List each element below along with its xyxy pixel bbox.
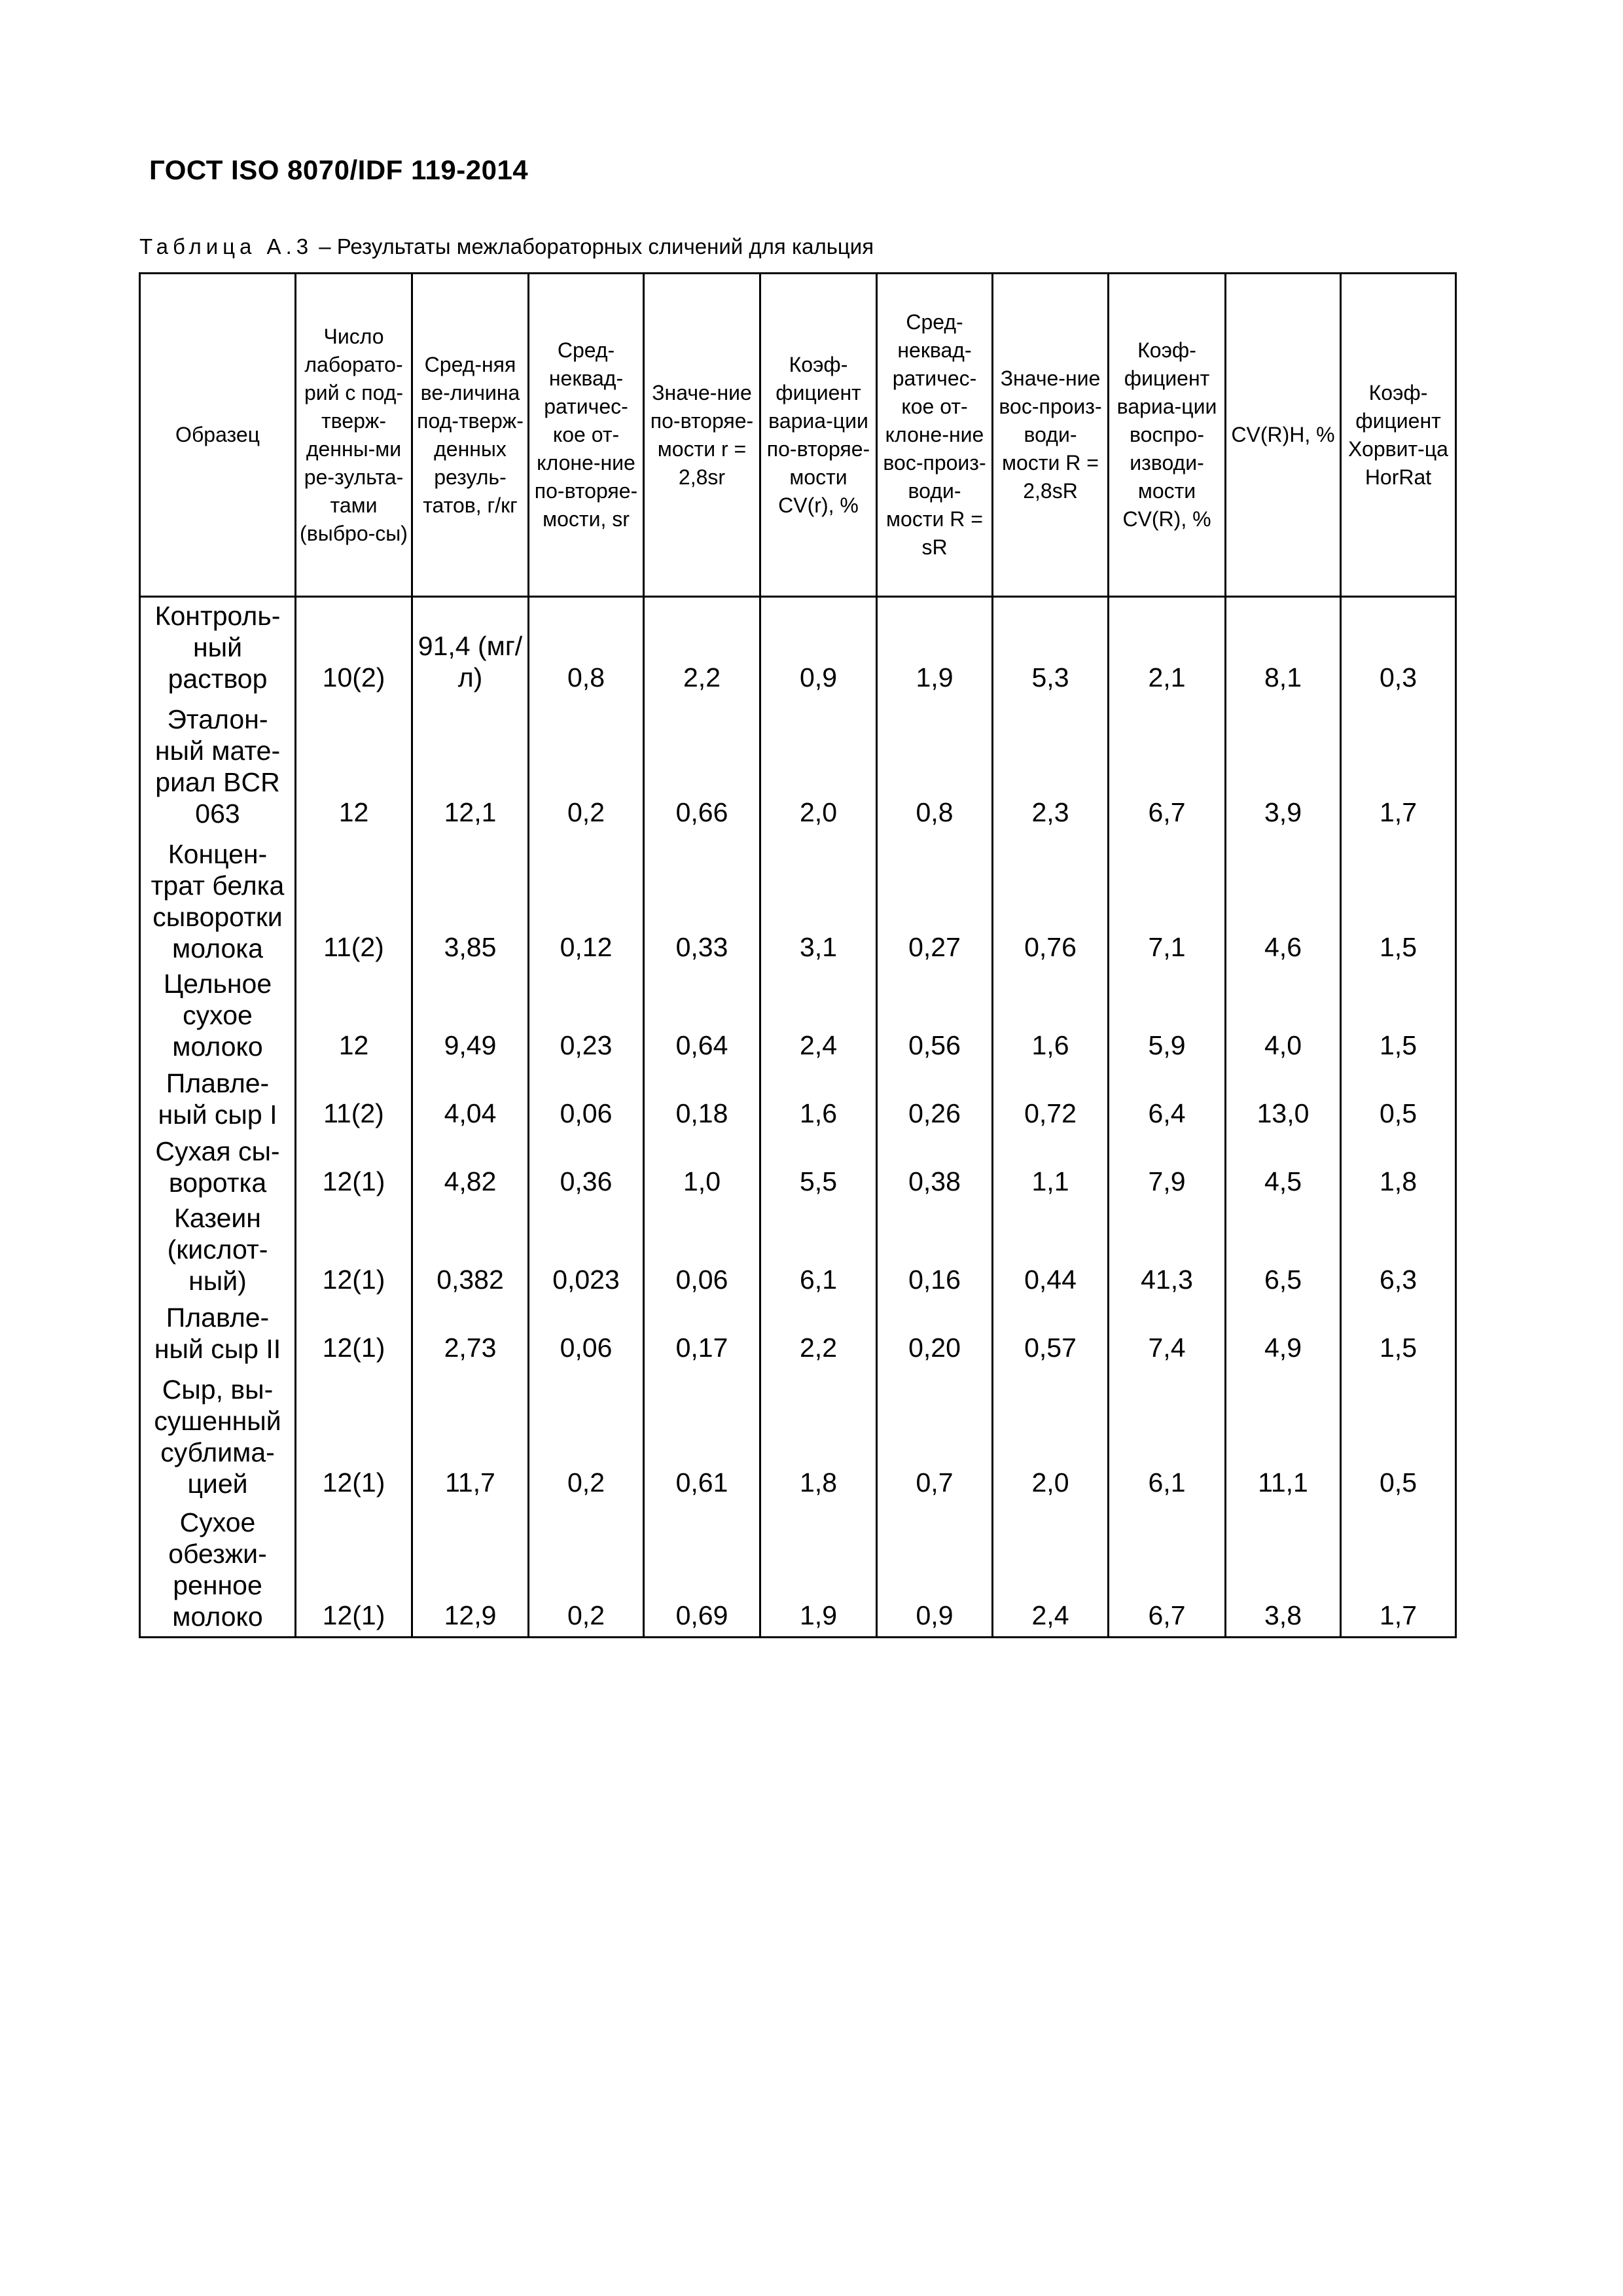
reproducibility-sd-cell: 0,8 [877,698,993,833]
reproducibility-limit-cell: 5,3 [993,597,1109,699]
horrat-cell: 0,5 [1341,1369,1456,1503]
table-row [140,968,1456,1066]
header-mean-value: Сред-няя ве-личина под-тверж-денных резуль-татов, г/кг [412,274,529,597]
repeatability-sd-cell: 0,23 [529,968,644,1066]
table-row [140,1066,1456,1134]
repeatability-sd-cell: 0,023 [529,1202,644,1300]
cv-horwitz-cell: 6,5 [1226,1202,1341,1300]
repeatability-limit-cell: 2,2 [644,597,760,699]
mean-value-cell: 4,82 [412,1134,529,1202]
repeatability-limit-cell: 0,64 [644,968,760,1066]
header-reproducibility-limit: Значе-ние вос-произ-води-мости R = 2,8sR [993,274,1109,597]
table-row [140,1300,1456,1369]
cv-horwitz-cell: 4,0 [1226,968,1341,1066]
header-cv-horwitz: CV(R)Н, % [1226,274,1341,597]
reproducibility-sd-cell: 0,56 [877,968,993,1066]
sample-cell: Плавле-ный сыр II [140,1300,296,1369]
repeatability-cv-cell: 2,2 [760,1300,877,1369]
document-header: ГОСТ ISO 8070/IDF 119-2014 [149,154,529,185]
repeatability-cv-cell: 0,9 [760,597,877,699]
reproducibility-sd-cell: 0,38 [877,1134,993,1202]
cv-horwitz-cell: 13,0 [1226,1066,1341,1134]
header-repeatability-sd: Сред-неквад-ратичес-кое от-клоне-ние по-вторяе-мости, sr [529,274,644,597]
table-row [140,1134,1456,1202]
repeatability-cv-cell: 2,0 [760,698,877,833]
reproducibility-cv-cell: 7,1 [1109,833,1226,968]
header-reproducibility-sd: Сред-неквад-ратичес-кое от-клоне-ние вос-произ-води-мости R = sR [877,274,993,597]
reproducibility-limit-cell: 0,57 [993,1300,1109,1369]
header-sample: Образец [140,274,296,597]
repeatability-limit-cell: 0,06 [644,1202,760,1300]
reproducibility-cv-cell: 6,7 [1109,1503,1226,1637]
cv-horwitz-cell: 4,6 [1226,833,1341,968]
repeatability-sd-cell: 0,2 [529,1503,644,1637]
reproducibility-limit-cell: 0,76 [993,833,1109,968]
cv-horwitz-cell: 11,1 [1226,1369,1341,1503]
reproducibility-cv-cell: 6,4 [1109,1066,1226,1134]
repeatability-limit-cell: 0,69 [644,1503,760,1637]
table-row [140,1202,1456,1300]
sample-cell: Сухое обезжи-ренное молоко [140,1503,296,1637]
sample-cell: Сухая сы-воротка [140,1134,296,1202]
labs-count-cell: 12(1) [296,1369,412,1503]
reproducibility-sd-cell: 1,9 [877,597,993,699]
repeatability-cv-cell: 1,6 [760,1066,877,1134]
header-labs-count: Число лаборато-рий с под-тверж-денны-ми ре-зульта-тами (выбро-сы) [296,274,412,597]
reproducibility-cv-cell: 5,9 [1109,968,1226,1066]
reproducibility-cv-cell: 41,3 [1109,1202,1226,1300]
repeatability-sd-cell: 0,8 [529,597,644,699]
cv-horwitz-cell: 3,9 [1226,698,1341,833]
repeatability-sd-cell: 0,2 [529,1369,644,1503]
horrat-cell: 0,3 [1341,597,1456,699]
reproducibility-cv-cell: 7,4 [1109,1300,1226,1369]
mean-value-cell: 4,04 [412,1066,529,1134]
table-body [140,597,1456,1638]
sample-cell: Цельное сухое молоко [140,968,296,1066]
reproducibility-cv-cell: 2,1 [1109,597,1226,699]
header-horrat: Коэф-фициент Хорвит-ца HorRat [1341,274,1456,597]
labs-count-cell: 12(1) [296,1202,412,1300]
horrat-cell: 1,7 [1341,698,1456,833]
horrat-cell: 1,5 [1341,833,1456,968]
reproducibility-sd-cell: 0,16 [877,1202,993,1300]
cv-horwitz-cell: 4,5 [1226,1134,1341,1202]
mean-value-cell: 2,73 [412,1300,529,1369]
labs-count-cell: 12(1) [296,1503,412,1637]
reproducibility-cv-cell: 7,9 [1109,1134,1226,1202]
repeatability-cv-cell: 2,4 [760,968,877,1066]
table-caption-label: Таблица А.3 [139,234,313,259]
sample-cell: Контроль-ный раствор [140,597,296,699]
repeatability-limit-cell: 0,61 [644,1369,760,1503]
header-row [140,274,1456,597]
sample-cell: Казеин (кислот-ный) [140,1202,296,1300]
mean-value-cell: 9,49 [412,968,529,1066]
sample-cell: Концен-трат белка сыворотки молока [140,833,296,968]
repeatability-cv-cell: 1,9 [760,1503,877,1637]
mean-value-cell: 3,85 [412,833,529,968]
repeatability-limit-cell: 0,18 [644,1066,760,1134]
labs-count-cell: 10(2) [296,597,412,699]
labs-count-cell: 12(1) [296,1300,412,1369]
repeatability-sd-cell: 0,06 [529,1066,644,1134]
mean-value-cell: 12,9 [412,1503,529,1637]
reproducibility-limit-cell: 0,72 [993,1066,1109,1134]
horrat-cell: 1,5 [1341,968,1456,1066]
sample-cell: Эталон-ный мате-риал BCR 063 [140,698,296,833]
repeatability-sd-cell: 0,36 [529,1134,644,1202]
repeatability-limit-cell: 0,33 [644,833,760,968]
labs-count-cell: 12 [296,698,412,833]
table-row [140,1369,1456,1503]
reproducibility-limit-cell: 1,1 [993,1134,1109,1202]
horrat-cell: 1,8 [1341,1134,1456,1202]
table-row [140,597,1456,699]
repeatability-cv-cell: 5,5 [760,1134,877,1202]
reproducibility-limit-cell: 2,0 [993,1369,1109,1503]
repeatability-sd-cell: 0,2 [529,698,644,833]
mean-value-cell: 91,4 (мг/л) [412,597,529,699]
repeatability-sd-cell: 0,06 [529,1300,644,1369]
mean-value-cell: 12,1 [412,698,529,833]
sample-cell: Сыр, вы-сушенный сублима-цией [140,1369,296,1503]
reproducibility-sd-cell: 0,20 [877,1300,993,1369]
header-reproducibility-cv: Коэф-фициент вариа-ции воспро-изводи-мости CV(R), % [1109,274,1226,597]
repeatability-cv-cell: 6,1 [760,1202,877,1300]
header-repeatability-limit: Значе-ние по-вторяе-мости r = 2,8sr [644,274,760,597]
reproducibility-limit-cell: 0,44 [993,1202,1109,1300]
repeatability-limit-cell: 1,0 [644,1134,760,1202]
header-repeatability-cv: Коэф-фициент вариа-ции по-вторяе-мости CV(r), % [760,274,877,597]
cv-horwitz-cell: 4,9 [1226,1300,1341,1369]
repeatability-limit-cell: 0,17 [644,1300,760,1369]
table-row [140,833,1456,968]
repeatability-sd-cell: 0,12 [529,833,644,968]
repeatability-cv-cell: 1,8 [760,1369,877,1503]
labs-count-cell: 11(2) [296,833,412,968]
horrat-cell: 1,5 [1341,1300,1456,1369]
results-table [139,272,1457,1638]
mean-value-cell: 11,7 [412,1369,529,1503]
reproducibility-cv-cell: 6,7 [1109,698,1226,833]
table-caption [139,234,874,259]
sample-cell: Плавле-ный сыр I [140,1066,296,1134]
reproducibility-cv-cell: 6,1 [1109,1369,1226,1503]
horrat-cell: 6,3 [1341,1202,1456,1300]
reproducibility-sd-cell: 0,26 [877,1066,993,1134]
horrat-cell: 1,7 [1341,1503,1456,1637]
cv-horwitz-cell: 8,1 [1226,597,1341,699]
repeatability-limit-cell: 0,66 [644,698,760,833]
cv-horwitz-cell: 3,8 [1226,1503,1341,1637]
table-header [140,274,1456,597]
reproducibility-sd-cell: 0,7 [877,1369,993,1503]
repeatability-cv-cell: 3,1 [760,833,877,968]
reproducibility-limit-cell: 1,6 [993,968,1109,1066]
table-caption-text: – Результаты межлабораторных сличений для кальция [319,234,874,259]
table-row [140,698,1456,833]
mean-value-cell: 0,382 [412,1202,529,1300]
reproducibility-limit-cell: 2,3 [993,698,1109,833]
labs-count-cell: 12 [296,968,412,1066]
reproducibility-sd-cell: 0,9 [877,1503,993,1637]
horrat-cell: 0,5 [1341,1066,1456,1134]
reproducibility-limit-cell: 2,4 [993,1503,1109,1637]
reproducibility-sd-cell: 0,27 [877,833,993,968]
table-row [140,1503,1456,1637]
labs-count-cell: 12(1) [296,1134,412,1202]
labs-count-cell: 11(2) [296,1066,412,1134]
